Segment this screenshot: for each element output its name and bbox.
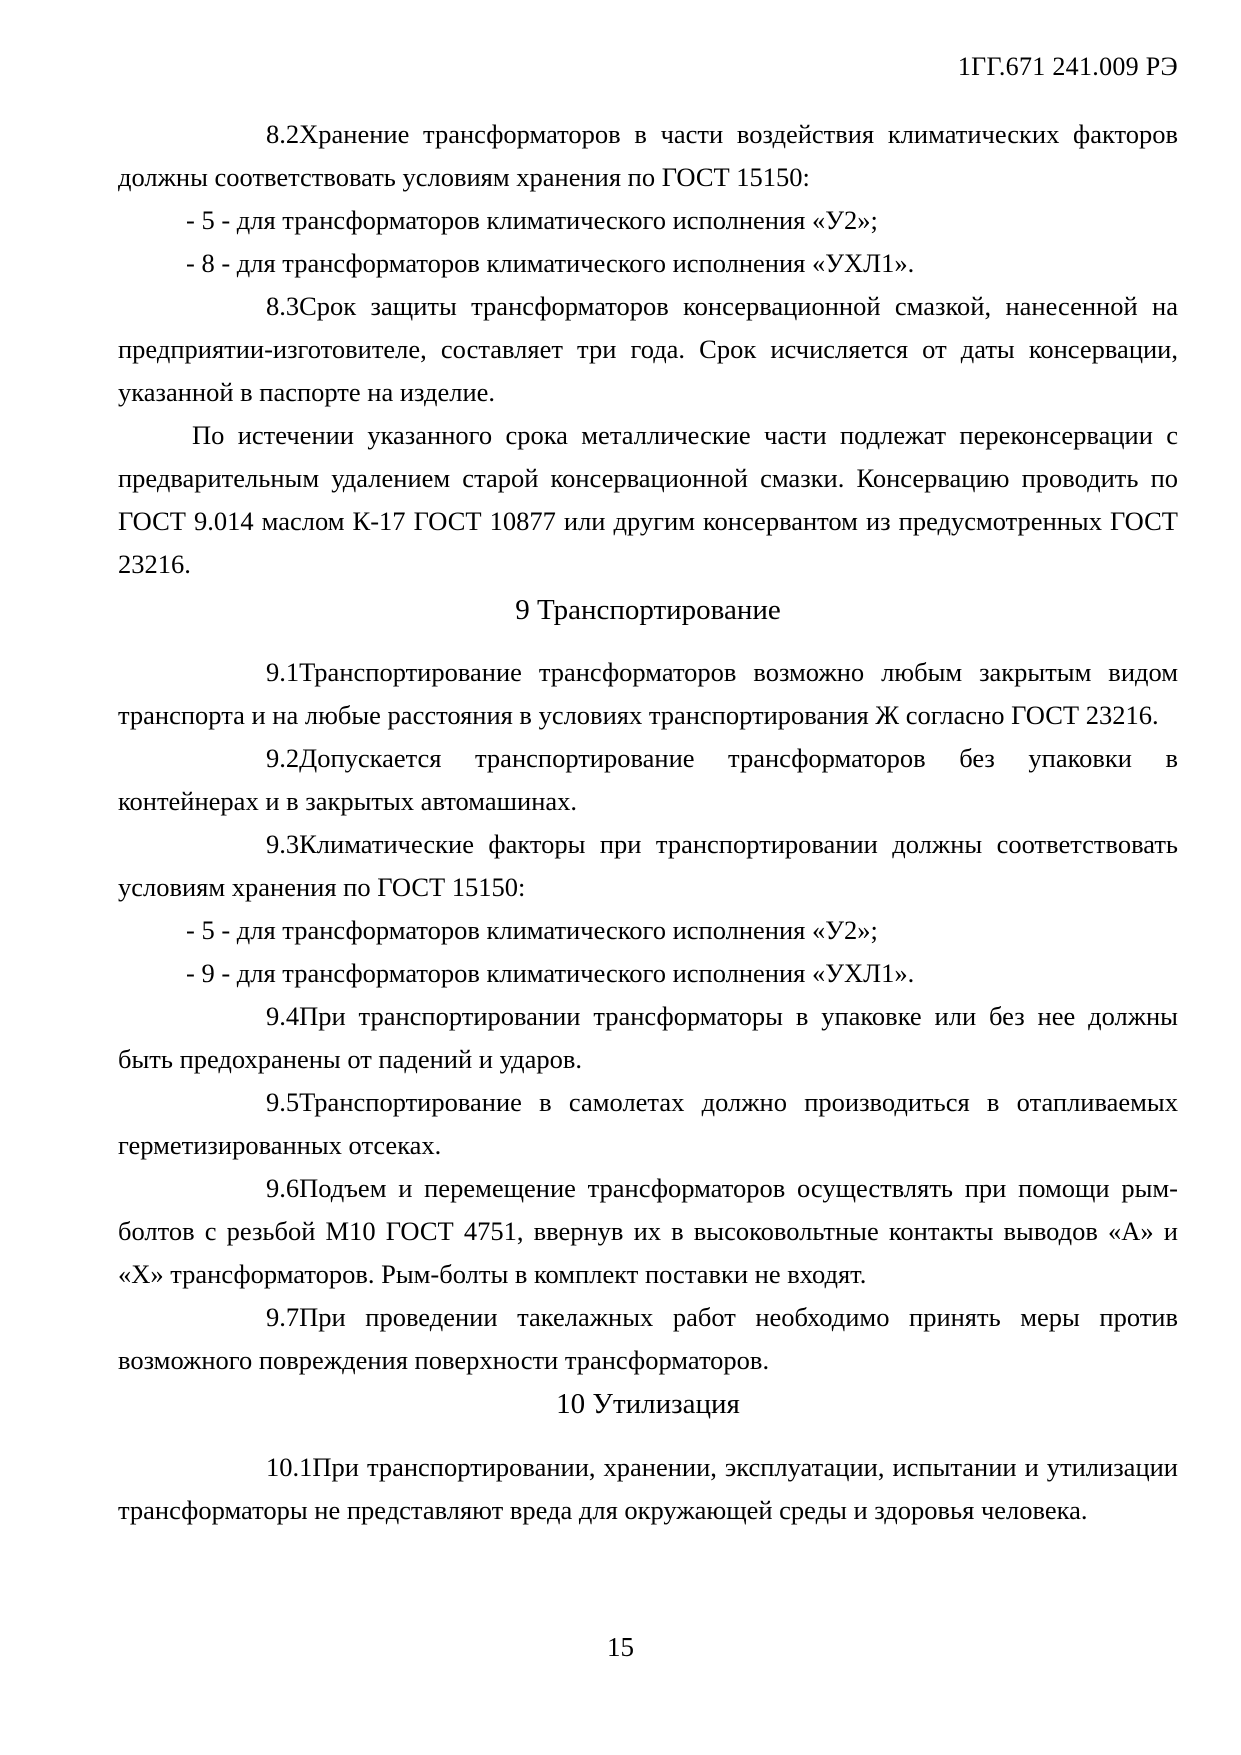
clause-number: 9.4 [266, 1001, 300, 1031]
clause-number: 9.3 [266, 829, 300, 859]
clause-9-7 [118, 1296, 1178, 1382]
document-number: 1ГГ.671 241.009 РЭ [957, 52, 1178, 81]
clause-10-1 [118, 1446, 1178, 1532]
clause-text: Срок защиты трансформаторов консервационной смазкой, нанесенной на предприятии-изготовителе, составляет три года. Срок исчисляется от даты консервации, указанной в паспорте на изделие. [118, 291, 1178, 407]
clause-8-2 [118, 113, 1178, 199]
clause-9-4 [118, 995, 1178, 1081]
clause-number: 8.2 [266, 119, 300, 149]
clause-number: 9.2 [266, 743, 300, 773]
clause-text: Подъем и перемещение трансформаторов осуществлять при помощи рым-болтов с резьбой М10 ГОСТ 4751, ввернув их в высоковольтные контакты выводов «А» и «Х» трансформаторов. Рым-болты в комплект поставки не входят. [118, 1173, 1178, 1289]
clause-9-5 [118, 1081, 1178, 1167]
page-content [118, 113, 1178, 1532]
clause-9-3 [118, 823, 1178, 909]
clause-text: Транспортирование трансформаторов возможно любым закрытым видом транспорта и на любые расстояния в условиях транспортирования Ж согласно ГОСТ 23216. [118, 657, 1178, 730]
list-item: - 8 - для трансформаторов климатического исполнения «УХЛ1». [186, 248, 915, 278]
clause-9-6 [118, 1167, 1178, 1296]
clause-number: 9.7 [266, 1302, 300, 1332]
clause-text: При транспортировании трансформаторы в упаковке или без нее должны быть предохранены от падений и ударов. [118, 1001, 1178, 1074]
clause-number: 9.6 [266, 1173, 300, 1203]
list-item: - 5 - для трансформаторов климатического исполнения «У2»; [186, 205, 878, 235]
list-item: - 9 - для трансформаторов климатического исполнения «УХЛ1». [186, 958, 915, 988]
section-heading-9: 9 Транспортирование [515, 594, 781, 626]
clause-number: 10.1 [266, 1452, 313, 1482]
clause-number: 8.3 [266, 291, 300, 321]
clause-text: Хранение трансформаторов в части воздействия климатических факторов должны соответствовать условиям хранения по ГОСТ 15150: [118, 119, 1178, 192]
clause-text: Климатические факторы при транспортировании должны соответствовать условиям хранения по ГОСТ 15150: [118, 829, 1178, 902]
clause-number: 9.1 [266, 657, 300, 687]
clause-text: Допускается транспортирование трансформаторов без упаковки в контейнерах и в закрытых автомашинах. [118, 743, 1178, 816]
section-heading-10: 10 Утилизация [556, 1388, 740, 1420]
paragraph: По истечении указанного срока металлические части подлежат переконсервации с предварительным удалением старой консервационной смазки. Консервацию проводить по ГОСТ 9.014 маслом К-17 ГОСТ 10877 или другим консервантом из предусмотренных ГОСТ 23216. [118, 420, 1178, 579]
clause-text: Транспортирование в самолетах должно производиться в отапливаемых герметизированных отсеках. [118, 1087, 1178, 1160]
clause-9-1 [118, 651, 1178, 737]
list-item: - 5 - для трансформаторов климатического исполнения «У2»; [186, 915, 878, 945]
clause-8-3 [118, 285, 1178, 414]
clause-number: 9.5 [266, 1087, 300, 1117]
clause-text: При проведении такелажных работ необходимо принять меры против возможного повреждения поверхности трансформаторов. [118, 1302, 1178, 1375]
page-number: 15 [607, 1632, 634, 1662]
clause-text: При транспортировании, хранении, эксплуатации, испытании и утилизации трансформаторы не представляют вреда для окружающей среды и здоровья человека. [118, 1452, 1178, 1525]
clause-9-2 [118, 737, 1178, 823]
